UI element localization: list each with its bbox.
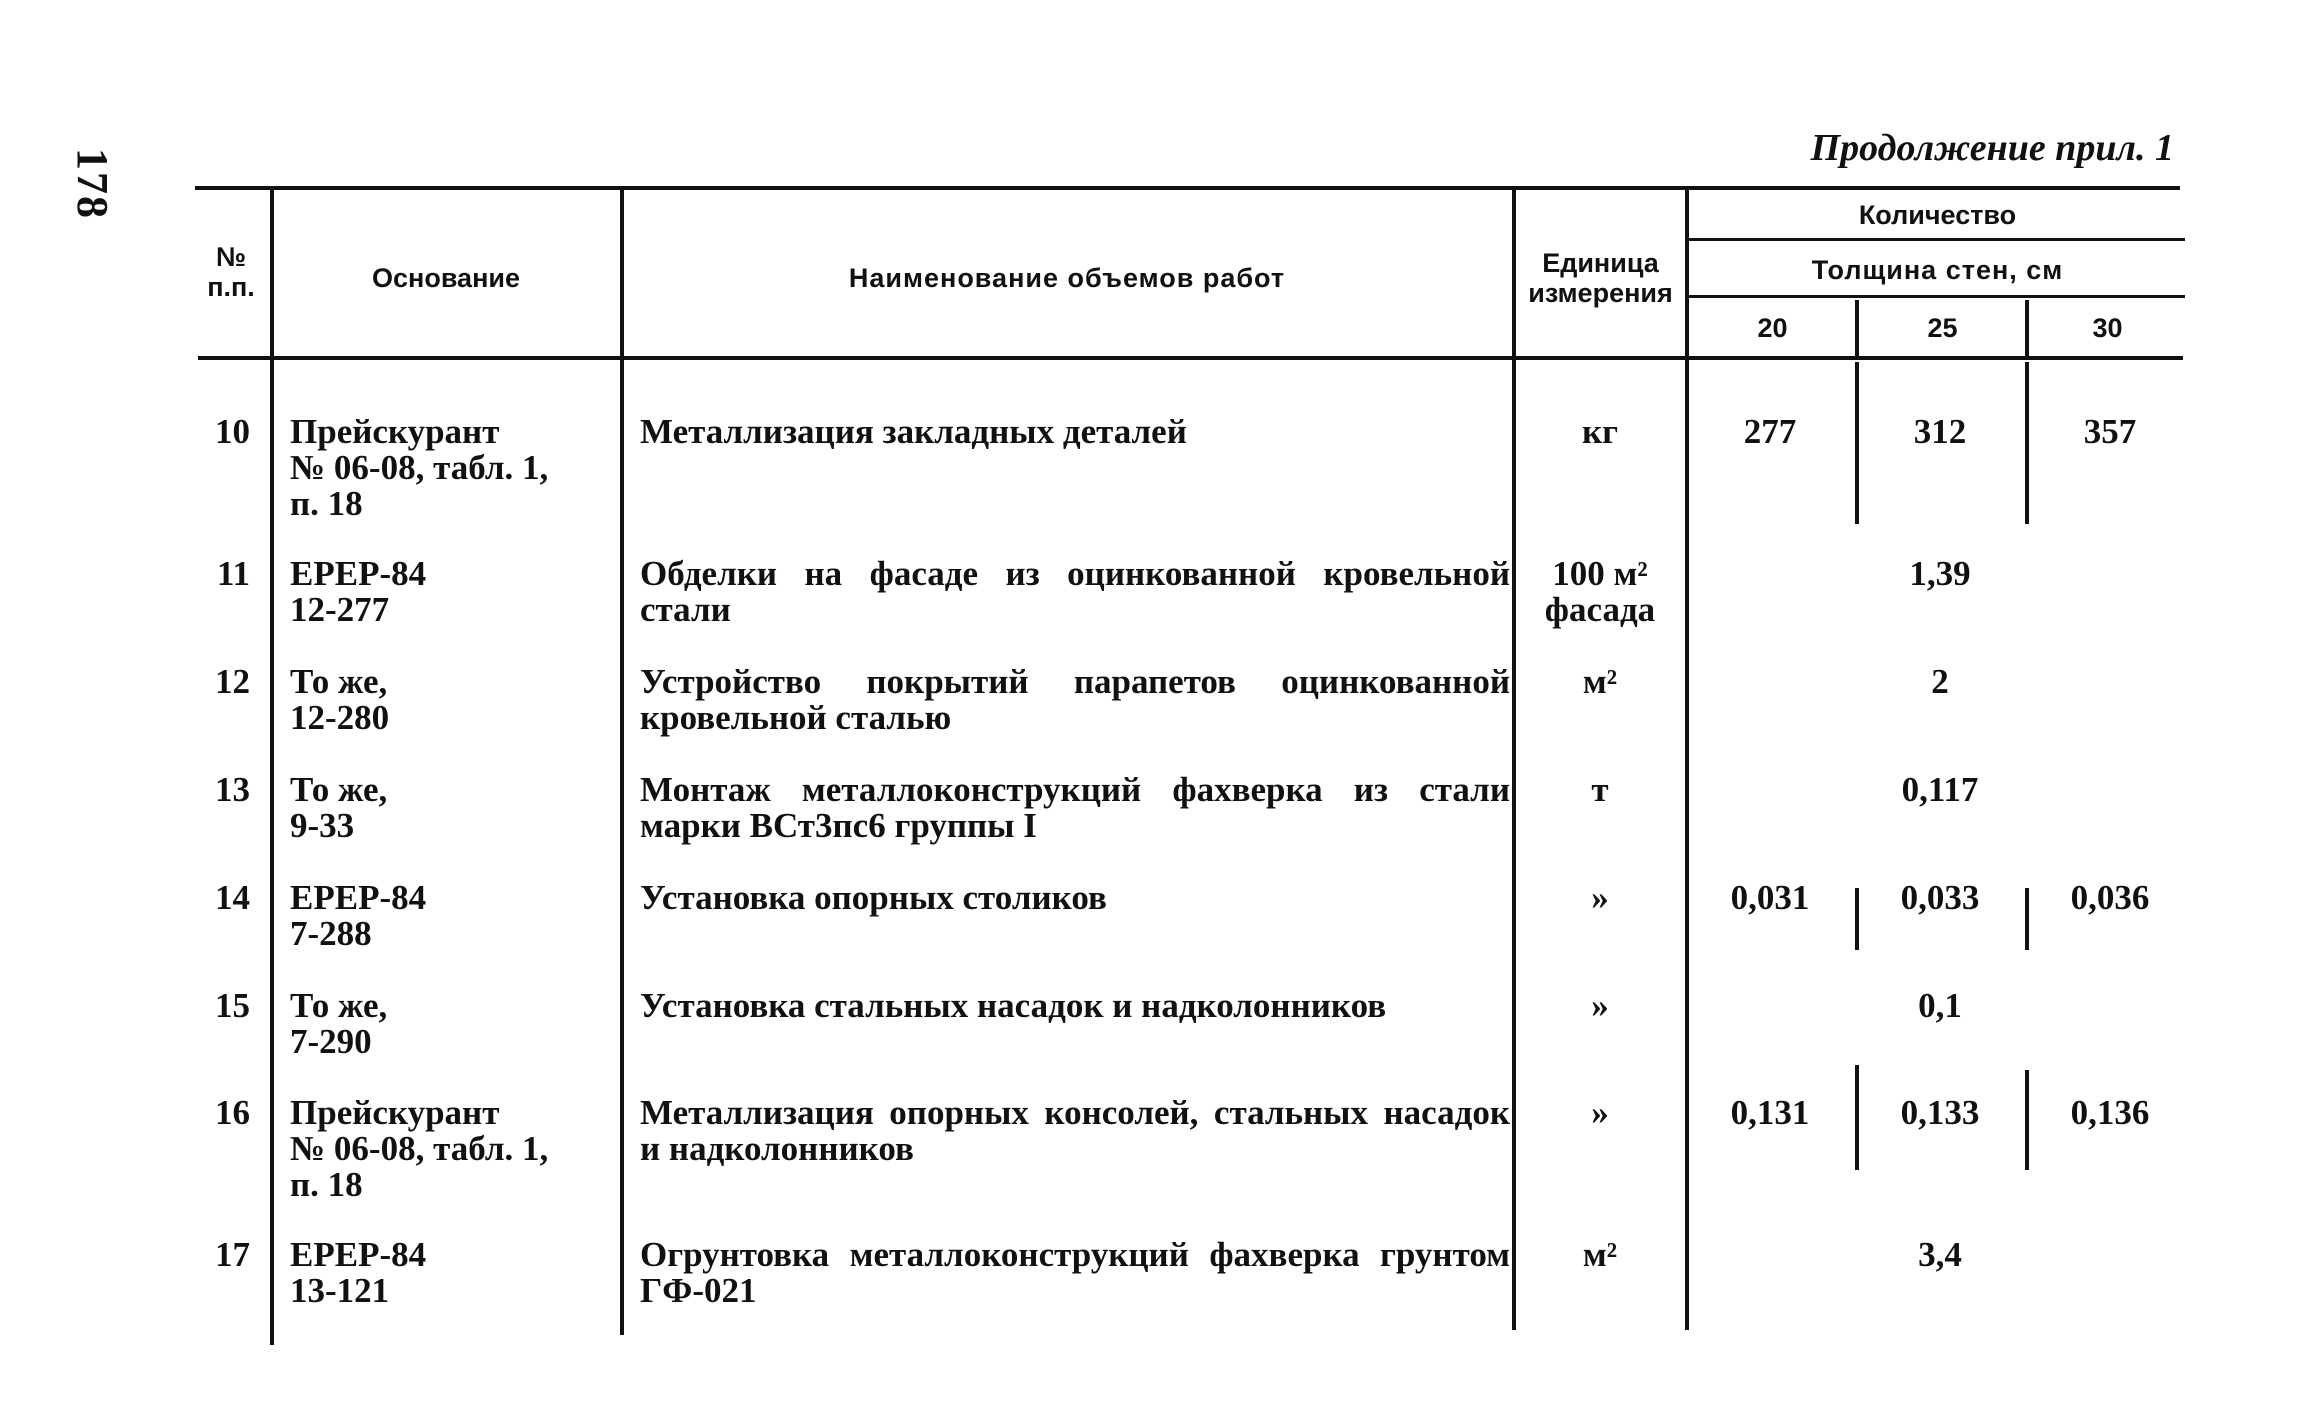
row12-unit: м² [1582,662,1618,701]
row15-num: 15 [215,986,250,1025]
row16-unit: » [1591,1093,1609,1132]
col-rule-basis [270,190,274,1345]
row14-rule-30 [2025,888,2029,950]
row10-name: Металлизация закладных деталей [640,412,1187,451]
row16-q25: 0,133 [1900,1093,1980,1132]
col-rule-unit [1512,190,1516,1330]
table-top-rule [195,186,2180,190]
row14-unit: » [1591,878,1609,917]
row12-name: Устройство покрытий парапетов оцинкованной кровельной сталью [640,662,1510,737]
row16-name: Металлизация опорных консолей, стальных насадок и надколонников [640,1093,1510,1168]
row11-basis: ЕРЕР-84 12-277 [290,554,427,629]
row10-basis: Прейскурант № 06-08, табл. 1, п. 18 [290,412,549,523]
row14-rule-25 [1855,888,1859,950]
row17-basis: ЕРЕР-84 13-121 [290,1235,427,1310]
header-bottom-rule [198,356,2183,360]
row10-q20: 277 [1743,412,1797,451]
row14-num: 14 [215,878,250,917]
row13-quantity: 0,117 [1901,770,1979,809]
header-name: Наименование объемов работ [848,263,1286,293]
header-unit: Единица измерения [1528,248,1673,308]
row10-unit: кг [1581,412,1619,451]
header-t30: 30 [2092,313,2123,343]
row10-q25: 312 [1913,412,1967,451]
header-t20: 20 [1757,313,1788,343]
row10-num: 10 [215,412,250,451]
row14-q30: 0,036 [2070,878,2150,917]
row11-unit: 100 м² фасада [1544,554,1656,629]
row16-basis: Прейскурант № 06-08, табл. 1, п. 18 [290,1093,549,1204]
thickness-rule [1685,295,2185,298]
row17-quantity: 3,4 [1918,1235,1962,1274]
quantity-rule [1685,238,2185,241]
header-t25: 25 [1927,313,1958,343]
row10-rule-25 [1855,362,1859,524]
row10-rule-30 [2025,362,2029,524]
row14-q20: 0,031 [1730,878,1810,917]
row16-rule-30 [2025,1070,2029,1170]
row15-unit: » [1591,986,1609,1025]
page-number: 178 [68,148,117,220]
row12-basis: То же, 12-280 [290,662,390,737]
row16-q30: 0,136 [2070,1093,2150,1132]
col-rule-name [620,190,624,1335]
row10-q30: 357 [2083,412,2137,451]
row11-name: Обделки на фасаде из оцинкованной кровельной стали [640,554,1510,629]
row11-quantity: 1,39 [1909,554,1971,593]
col-rule-25-header [1855,300,1859,356]
col-rule-30-header [2025,300,2029,356]
row15-basis: То же, 7-290 [290,986,388,1061]
col-rule-quantity [1685,190,1689,1330]
row13-num: 13 [215,770,250,809]
row12-quantity: 2 [1931,662,1949,701]
row13-unit: т [1591,770,1609,809]
row17-unit: м² [1582,1235,1618,1274]
row13-basis: То же, 9-33 [290,770,388,845]
row11-num: 11 [216,554,250,593]
row14-q25: 0,033 [1900,878,1980,917]
header-thickness: Толщина стен, см [1811,255,2064,285]
row13-name: Монтаж металлоконструкций фахверка из стали марки ВСт3пс6 группы I [640,770,1510,845]
row14-basis: ЕРЕР-84 7-288 [290,878,427,953]
row16-rule-25 [1855,1065,1859,1170]
row12-num: 12 [215,662,250,701]
row17-name: Огрунтовка металлоконструкций фахверка грунтом ГФ-021 [640,1235,1510,1310]
row14-name: Установка опорных столиков [640,878,1107,917]
row17-num: 17 [215,1235,250,1274]
header-quantity: Количество [1858,200,2017,230]
row15-quantity: 0,1 [1918,986,1962,1025]
header-basis: Основание [372,263,520,293]
continuation-note: Продолжение прил. 1 [1810,127,2174,169]
header-num: № п.п. [207,242,255,302]
row16-num: 16 [215,1093,250,1132]
row16-q20: 0,131 [1730,1093,1810,1132]
row15-name: Установка стальных насадок и надколонников [640,986,1387,1025]
